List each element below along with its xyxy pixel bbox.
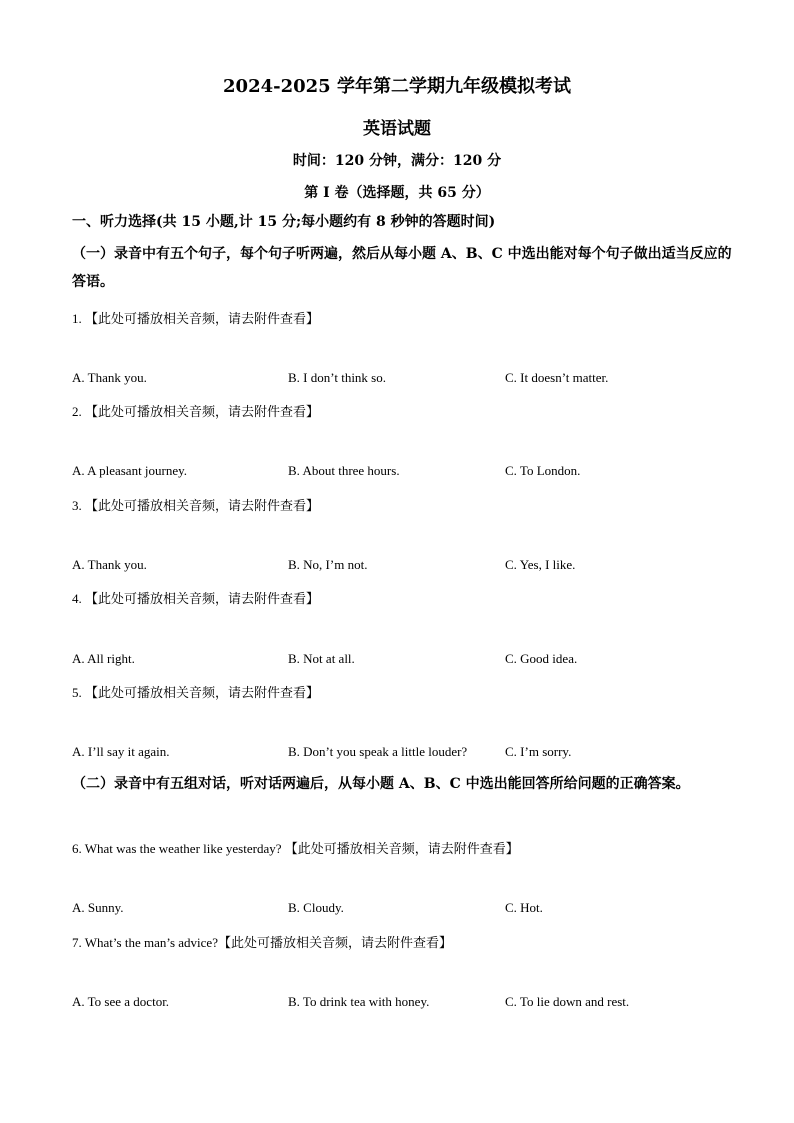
subject-title: 英语试题 [363,119,431,139]
option-a[interactable]: A. I’ll say it again. [72,744,170,759]
question-stem: 3. 【此处可播放相关音频，请去附件查看】 [72,498,320,513]
question-options [72,370,732,390]
exam-title: 2024-2025 学年第二学期九年级模拟考试 [223,76,571,97]
part2-instruction: （二）录音中有五组对话，听对话两遍后，从每小题 A、B、C 中选出能回答所给问题的正确答案。 [72,776,690,792]
option-b[interactable]: B. About three hours. [288,463,400,478]
question-options [72,744,732,764]
option-a[interactable]: A. All right. [72,651,135,666]
part1-instruction: （一）录音中有五个句子，每个句子听两遍，然后从每小题 A、B、C 中选出能对每个句子做出适当反应的答语。 [72,246,732,290]
question-options [72,994,732,1014]
question-options [72,557,732,577]
question-options [72,900,732,920]
option-c[interactable]: C. Good idea. [505,651,578,666]
option-a[interactable]: A. To see a doctor. [72,994,170,1009]
option-b[interactable]: B. Not at all. [288,651,355,666]
section-heading-listening: 一、听力选择(共 15 小题,计 15 分;每小题约有 8 秒钟的答题时间) [72,214,496,230]
option-b[interactable]: B. To drink tea with honey. [288,994,430,1009]
option-a[interactable]: A. Thank you. [72,557,147,572]
time-score-info: 时间：120 分钟，满分：120 分 [292,153,502,169]
volume-heading: 第 I 卷（选择题，共 65 分） [304,185,490,201]
question-options [72,463,732,483]
question-stem: 7. What’s the man’s advice?【此处可播放相关音频，请去附件查看】 [72,935,452,950]
question-options [72,651,732,671]
question-stem: 1. 【此处可播放相关音频，请去附件查看】 [72,311,320,326]
option-b[interactable]: B. Don’t you speak a little louder? [288,744,468,759]
question-stem: 5. 【此处可播放相关音频，请去附件查看】 [72,685,320,700]
option-c[interactable]: C. To London. [505,463,581,478]
question-stem: 6. What was the weather like yesterday? 【此处可播放相关音频，请去附件查看】 [72,841,519,856]
option-c[interactable]: C. Hot. [505,900,543,915]
option-c[interactable]: C. I’m sorry. [505,744,572,759]
option-b[interactable]: B. No, I’m not. [288,557,368,572]
option-b[interactable]: B. I don’t think so. [288,370,386,385]
option-b[interactable]: B. Cloudy. [288,900,344,915]
option-c[interactable]: C. To lie down and rest. [505,994,630,1009]
option-c[interactable]: C. Yes, I like. [505,557,576,572]
question-stem: 2. 【此处可播放相关音频，请去附件查看】 [72,404,320,419]
question-stem: 4. 【此处可播放相关音频，请去附件查看】 [72,591,320,606]
option-a[interactable]: A. Thank you. [72,370,147,385]
option-a[interactable]: A. A pleasant journey. [72,463,188,478]
option-c[interactable]: C. It doesn’t matter. [505,370,609,385]
option-a[interactable]: A. Sunny. [72,900,124,915]
